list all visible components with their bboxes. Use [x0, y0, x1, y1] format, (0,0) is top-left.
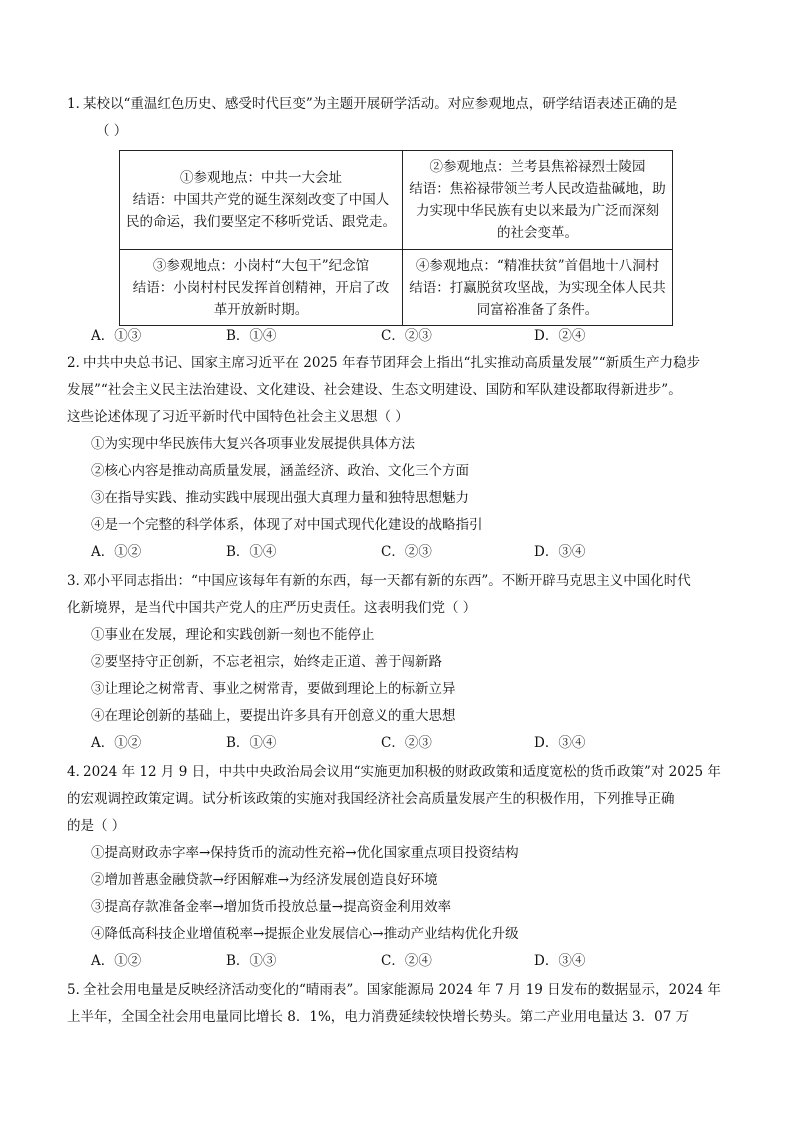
answer-choices [91, 951, 611, 971]
option-3: ③让理论之树常青、事业之树常青，要做到理论上的标新立异 [91, 681, 456, 697]
option-1: ①提高财政赤字率→保持货币的流动性充裕→优化国家重点项目投资结构 [91, 845, 519, 861]
choice-d[interactable]: D．③④ [534, 544, 586, 560]
cell-text: ②参观地点：兰考县焦裕禄烈士陵园 [429, 159, 646, 176]
table-cell-2 [403, 151, 673, 250]
choice-d[interactable]: D．②④ [534, 328, 586, 344]
answer-choices [91, 733, 611, 753]
choice-b[interactable]: B．①③ [226, 953, 277, 969]
table-cell-4 [403, 250, 673, 326]
table-cell-3 [120, 250, 403, 326]
question-stem-line: 这些论述体现了习近平新时代中国特色社会主义思想（ ） [67, 409, 409, 425]
choice-c[interactable]: C．②④ [381, 953, 432, 969]
question-stem-line: 中共中央总书记、国家主席习近平在 2025 年春节团拜会上指出“扎实推动高质量发展”“新质生产力稳步 [83, 355, 701, 371]
option-3: ③提高存款准备金率→增加货币投放总量→提高资金利用效率 [91, 899, 452, 915]
answer-bracket: （ ） [96, 123, 128, 139]
cell-text: 的社会变革。 [497, 225, 578, 242]
question-number: 1． [67, 96, 90, 112]
cell-text: 结语：中国共产党的诞生深刻改变了中国人 [132, 192, 390, 209]
question-number: 5． [67, 982, 90, 998]
choice-b[interactable]: B．①④ [226, 328, 277, 344]
visit-site-table [119, 150, 673, 326]
question-stem-line: 全社会用电量是反映经济活动变化的“晴雨表”。国家能源局 2024 年 7 月 19 日发布的数据显示，2024 年 [83, 982, 721, 998]
question-stem-line: 的是（ ） [67, 818, 126, 834]
option-4: ④在理论创新的基础上，要提出许多具有开创意义的重大思想 [91, 708, 456, 724]
answer-choices [91, 542, 611, 562]
option-4: ④降低高科技企业增值税率→提振企业发展信心→推动产业结构优化升级 [91, 926, 519, 942]
cell-text: 同富裕准备了条件。 [476, 301, 599, 318]
option-3: ③在指导实践、推动实践中展现出强大真理力量和独特思想魅力 [91, 490, 469, 506]
cell-text: ④参观地点：“精准扶贫”首倡地十八洞村 [415, 257, 660, 274]
choice-a[interactable]: A．①② [91, 735, 142, 751]
question-number: 3． [67, 573, 90, 589]
answer-choices [91, 326, 611, 346]
cell-text: 结语：打赢脱贫攻坚战，为实现全体人民共 [409, 279, 666, 296]
choice-c[interactable]: C．②③ [381, 328, 432, 344]
question-number: 2． [67, 355, 90, 371]
choice-b[interactable]: B．①④ [226, 735, 277, 751]
cell-text: ③参观地点：小岗村“大包干”纪念馆 [152, 257, 370, 274]
question-stem-line: 2024 年 12 月 9 日，中共中央政治局会议用“实施更加积极的财政政策和适度宽松的货币政策”对 2025 年 [83, 764, 721, 780]
cell-text: 革开放新时期。 [213, 301, 309, 318]
choice-d[interactable]: D．③④ [534, 735, 586, 751]
cell-text: 结语：小岗村村民发挥首创精神，开启了改 [132, 279, 390, 296]
option-1: ①为实现中华民族伟大复兴各项事业发展提供具体方法 [91, 436, 415, 452]
cell-text: 力实现中华民族有史以来最为广泛而深刻 [416, 203, 659, 220]
question-stem-line: 的宏观调控政策定调。试分析该政策的实施对我国经济社会高质量发展产生的积极作用，下列推导正确 [67, 791, 675, 807]
option-2: ②增加普惠金融贷款→纾困解难→为经济发展创造良好环境 [91, 872, 438, 888]
choice-d[interactable]: D．③④ [534, 953, 586, 969]
option-4: ④是一个完整的科学体系，体现了对中国式现代化建设的战略指引 [91, 517, 483, 533]
option-2: ②要坚持守正创新，不忘老祖宗，始终走正道、善于闯新路 [91, 654, 442, 670]
cell-text: 民的命运，我们要坚定不移听党话、跟党走。 [126, 214, 396, 231]
question-stem-line: 邓小平同志指出：“中国应该每年有新的东西，每一天都有新的东西”。不断开辟马克思主义中国化时代 [83, 573, 691, 589]
choice-a[interactable]: A．①③ [91, 328, 142, 344]
question-number: 4． [67, 764, 90, 780]
choice-c[interactable]: C．②③ [381, 735, 432, 751]
question-stem-line: 上半年，全国全社会用电量同比增长 8．1%，电力消费延续较快增长势头。第二产业用电量达 3．07 万 [67, 1009, 690, 1025]
choice-a[interactable]: A．①② [91, 953, 142, 969]
option-2: ②核心内容是推动高质量发展，涵盖经济、政治、文化三个方面 [91, 463, 469, 479]
cell-text: ①参观地点：中共一大会址 [180, 170, 342, 187]
option-1: ①事业在发展，理论和实践创新一刻也不能停止 [91, 627, 375, 643]
question-stem-line: 化新境界，是当代中国共产党人的庄严历史责任。这表明我们党（ ） [67, 600, 477, 616]
table-cell-1 [120, 151, 403, 250]
choice-b[interactable]: B．①④ [226, 544, 277, 560]
choice-a[interactable]: A．①② [91, 544, 142, 560]
choice-c[interactable]: C．②③ [381, 544, 432, 560]
cell-text: 结语：焦裕禄带领兰考人民改造盐碱地，助 [409, 181, 666, 198]
question-stem-line: 某校以“重温红色历史、感受时代巨变”为主题开展研学活动。对应参观地点，研学结语表述正确的是 [83, 96, 678, 112]
question-stem-line: 发展”“社会主义民主法治建设、文化建设、社会建设、生态文明建设、国防和军队建设都取得新进步”。 [67, 382, 682, 398]
